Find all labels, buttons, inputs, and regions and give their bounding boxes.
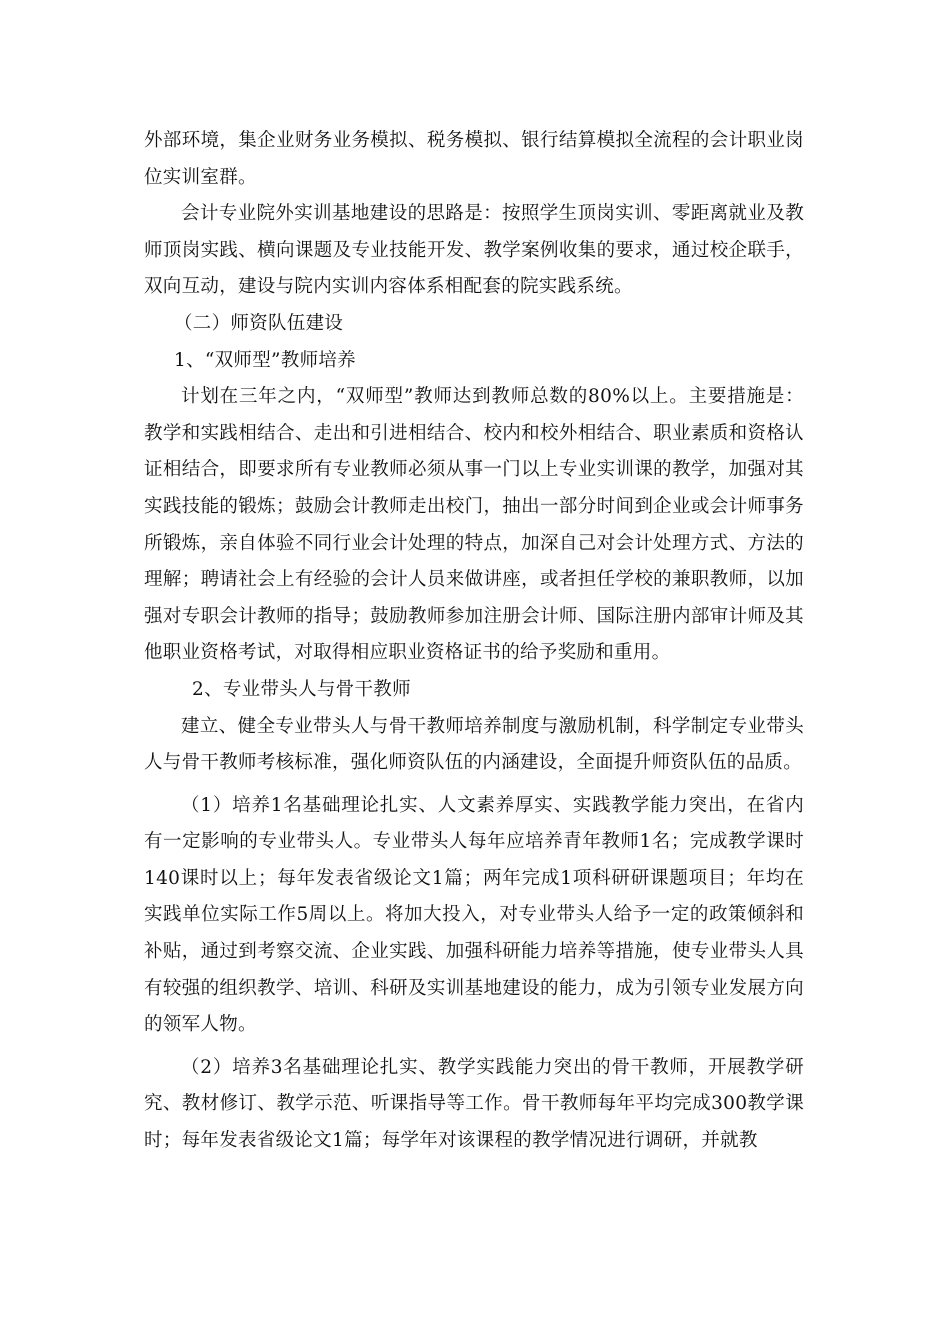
document-body [144,123,804,1160]
paragraph-continued: 外部环境，集企业财务业务模拟、税务模拟、银行结算模拟全流程的会计职业岗位实训室群。 [144,130,804,188]
subheading-leaders: 2、专业带头人与骨干教师 [192,678,411,700]
paragraph-leaders: 建立、健全专业带头人与骨干教师培养制度与激励机制，科学制定专业带头人与骨干教师考核标准，强化师资队伍的内涵建设，全面提升师资队伍的品质。 [144,715,804,774]
paragraph-dual-teacher: 计划在三年之内，“双师型”教师达到教师总数的80%以上。主要措施是：教学和实践相结合、走出和引进相结合、校内和校外相结合、职业素质和资格认证相结合，即要求所有专业教师必须从事一门以上专业实训课的教学，加强对其实践技能的锻炼；鼓励会计教师走出校门，抽出一部分时间到企业或会计师事务所锻炼，亲自体验不同行业会计处理的特点，加深自己对会计处理方式、方法的理解；聘请社会上有经验的会计人员来做讲座，或者担任学校的兼职教师，以加强对专职会计教师的指导；鼓励教师参加注册会计师、国际注册内部审计师及其他职业资格考试，对取得相应职业资格证书的给予奖励和重用。 [144,386,804,664]
paragraph-item-2: （2）培养3名基础理论扎实、教学实践能力突出的骨干教师，开展教学研究、教材修订、教学示范、听课指导等工作。骨干教师每年平均完成300教学课时；每年发表省级论文1篇；每学年对该课程的教学情况进行调研，并就教 [144,1056,804,1152]
section-heading-faculty: （二）师资队伍建设 [174,312,344,334]
paragraph-item-1: （1）培养1名基础理论扎实、人文素养厚实、实践教学能力突出，在省内有一定影响的专业带头人。专业带头人每年应培养青年教师1名；完成教学课时140课时以上；每年发表省级论文1篇；两年完成1项科研研课题项目；年均在实践单位实际工作5周以上。将加大投入，对专业带头人给予一定的政策倾斜和补贴，通过到考察交流、企业实践、加强科研能力培养等措施，使专业带头人具有较强的组织教学、培训、科研及实训基地建设的能力，成为引领专业发展方向的领军人物。 [144,794,804,1036]
subheading-dual-teacher: 1、“双师型”教师培养 [174,349,356,371]
paragraph-external-base: 会计专业院外实训基地建设的思路是：按照学生顶岗实训、零距离就业及教师顶岗实践、横向课题及专业技能开发、教学案例收集的要求，通过校企联手，双向互动，建设与院内实训内容体系相配套的院实践系统。 [144,203,804,298]
